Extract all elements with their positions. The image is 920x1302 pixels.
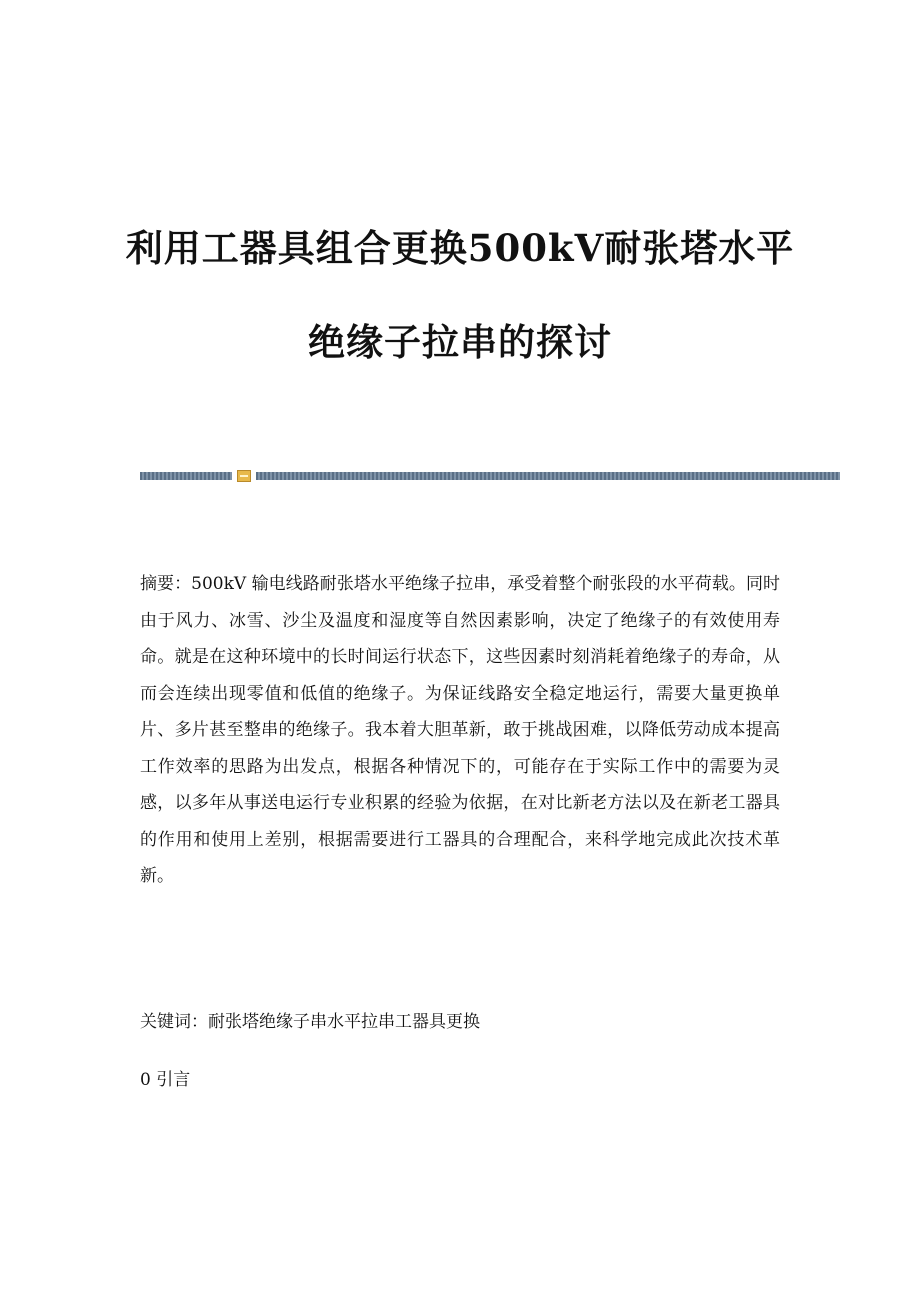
divider-ornament-icon [237, 470, 251, 482]
abstract-paragraph: 摘要：500kV 输电线路耐张塔水平绝缘子拉串，承受着整个耐张段的水平荷载。同时由于风力、冰雪、沙尘及温度和湿度等自然因素影响，决定了绝缘子的有效使用寿命。就是在这种环境中的长时间运行状态下，这些因素时刻消耗着绝缘子的寿命，从而会连续出现零值和低值的绝缘子。为保证线路安全稳定地运行，需要大量更换单片、多片甚至整串的绝缘子。我本着大胆革新，敢于挑战困难，以降低劳动成本提高工作效率的思路为出发点，根据各种情况下的，可能存在于实际工作中的需要为灵感，以多年从事送电运行专业积累的经验为依据，在对比新老方法以及在新老工器具的作用和使用上差别，根据需要进行工器具的合理配合，来科学地完成此次技术革新。 [140, 574, 780, 886]
decorative-divider [140, 470, 840, 482]
divider-bar-left [140, 472, 232, 480]
divider-bar-right [256, 472, 840, 480]
document-title-line-1: 利用工器具组合更换500kV耐张塔水平 [125, 226, 795, 270]
section-heading-introduction: 0 引言 [140, 1070, 191, 1090]
document-title-line-2: 绝缘子拉串的探讨 [308, 320, 612, 364]
keywords-line: 关键词：耐张塔绝缘子串水平拉串工器具更换 [140, 1012, 480, 1032]
